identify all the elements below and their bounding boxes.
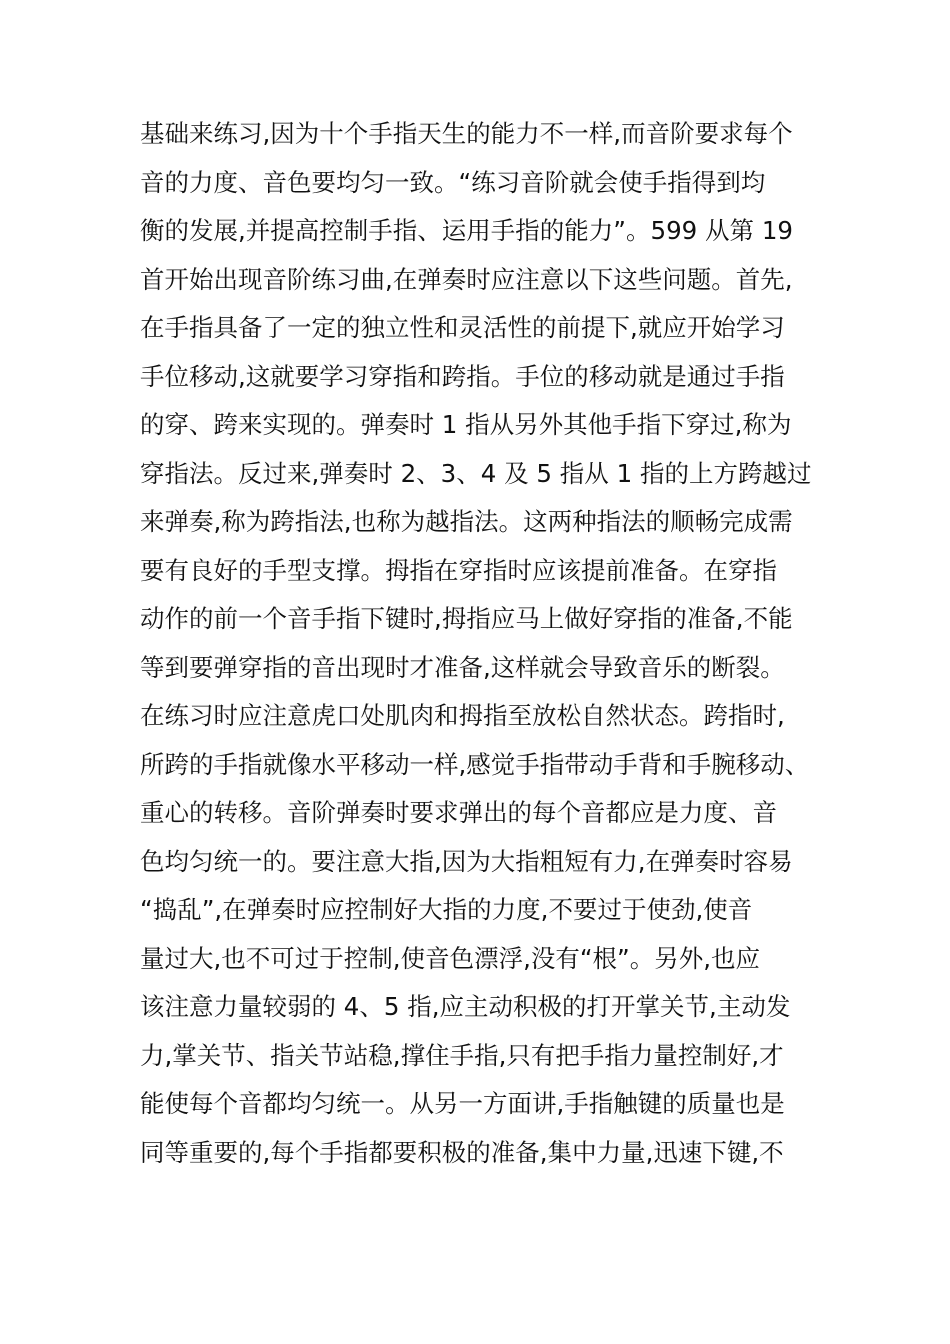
text-line: 色均匀统一的。要注意大指,因为大指粗短有力,在弹奏时容易 xyxy=(140,846,793,876)
body-text xyxy=(140,110,840,1177)
text-line: 等到要弹穿指的音出现时才准备,这样就会导致音乐的断裂。 xyxy=(140,652,785,682)
text-line: 基础来练习,因为十个手指天生的能力不一样,而音阶要求每个 xyxy=(140,119,793,148)
text-line: 穿指法。反过来,弹奏时 2、3、4 及 5 指从 1 指的上方跨越过 xyxy=(140,458,812,488)
text-line: 来弹奏,称为跨指法,也称为越指法。这两种指法的顺畅完成需 xyxy=(140,507,793,536)
text-line: 能使每个音都均匀统一。从另一方面讲,手指触键的质量也是 xyxy=(140,1089,785,1118)
text-line: 要有良好的手型支撑。拇指在穿指时应该提前准备。在穿指 xyxy=(140,555,777,585)
text-line: 在手指具备了一定的独立性和灵活性的前提下,就应开始学习 xyxy=(140,313,785,342)
text-line: 的穿、跨来实现的。弹奏时 1 指从另外其他手指下穿过,称为 xyxy=(140,410,792,439)
text-line: 音的力度、音色要均匀一致。“练习音阶就会使手指得到均 xyxy=(140,167,766,197)
text-line: 在练习时应注意虎口处肌肉和拇指至放松自然状态。跨指时, xyxy=(140,701,785,730)
text-line: 所跨的手指就像水平移动一样,感觉手指带动手背和手腕移动、 xyxy=(140,749,810,779)
text-line: 动作的前一个音手指下键时,拇指应马上做好穿指的准备,不能 xyxy=(140,604,793,633)
text-line: 同等重要的,每个手指都要积极的准备,集中力量,迅速下键,不 xyxy=(140,1137,784,1167)
text-line: 该注意力量较弱的 4、5 指,应主动积极的打开掌关节,主动发 xyxy=(140,992,791,1021)
text-line: 手位移动,这就要学习穿指和跨指。手位的移动就是通过手指 xyxy=(140,361,785,391)
text-line: 首开始出现音阶练习曲,在弹奏时应注意以下这些问题。首先, xyxy=(140,264,793,294)
text-line: 力,掌关节、指关节站稳,撑住手指,只有把手指力量控制好,才 xyxy=(140,1040,784,1070)
text-line: 量过大,也不可过于控制,使音色漂浮,没有“根”。另外,也应 xyxy=(140,943,761,973)
text-line: “捣乱”,在弹奏时应控制好大指的力度,不要过于使劲,使音 xyxy=(140,895,753,924)
text-line: 衡的发展,并提高控制手指、运用手指的能力”。599 从第 19 xyxy=(140,216,793,245)
text-line: 重心的转移。音阶弹奏时要求弹出的每个音都应是力度、音 xyxy=(140,798,777,827)
